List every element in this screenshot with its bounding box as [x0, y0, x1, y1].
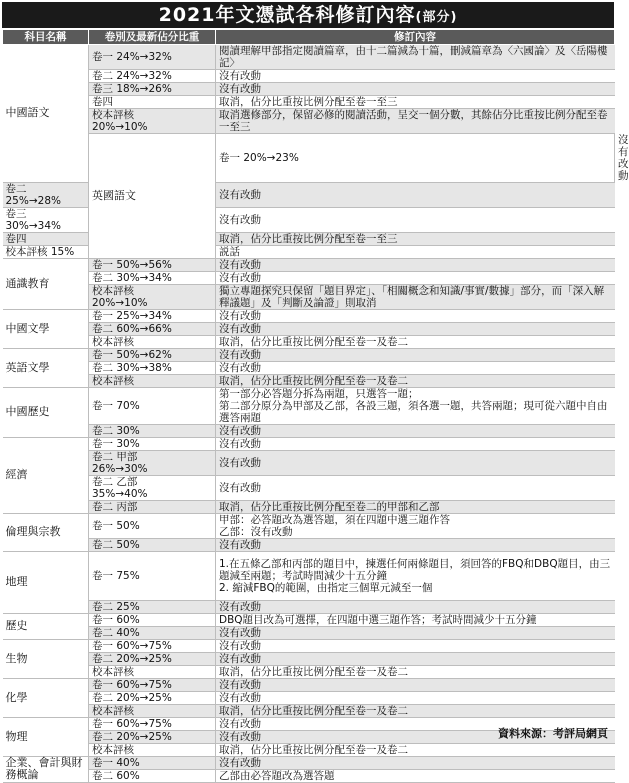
paper-cell: 卷二 30%→38% [89, 361, 216, 374]
content-cell: 沒有改動 [216, 348, 615, 361]
paper-cell: 卷二 25%→28% [3, 182, 89, 207]
paper-cell: 卷二 24%→32% [89, 70, 216, 83]
content-cell: 1.在五條乙部和丙部的題目中，揀選任何兩條題目，須回答的FBQ和DBQ題目，由三題減至兩題；考試時間減少十五分鐘 2. 縮減FBQ的範圍，由指定三個單元減至一個 [216, 551, 615, 600]
paper-cell: 卷二 20%→25% [89, 652, 216, 665]
paper-cell: 卷一 60%→75% [89, 717, 216, 730]
paper-cell: 卷一 60%→75% [89, 678, 216, 691]
paper-cell: 卷一 70% [89, 387, 216, 424]
table-row [3, 743, 615, 756]
content-cell: 沒有改動 [216, 691, 615, 704]
content-cell: 乙部由必答題改為選答題 [216, 769, 615, 782]
content-cell: 沒有改動 [216, 322, 615, 335]
content-cell: 説話 [216, 245, 615, 258]
paper-cell: 校本評核 [89, 704, 216, 717]
content-cell: 沒有改動 [216, 83, 615, 96]
table-row [3, 704, 615, 717]
subject-cell: 中國歷史 [3, 387, 89, 437]
content-cell: 沒有改動 [216, 207, 615, 232]
content-cell: 取消選修部分，保留必修的閱讀活動，呈交一個分數，其餘佔分比重按比例分配至卷一至三 [216, 109, 615, 134]
paper-cell: 卷一 50%→62% [89, 348, 216, 361]
content-cell: 取消，佔分比重按比例分配至卷一至三 [216, 96, 615, 109]
table-row [3, 450, 615, 475]
paper-cell: 校本評核 [89, 374, 216, 387]
subject-cell: 經濟 [3, 437, 89, 513]
table-row [3, 309, 615, 322]
content-cell: 取消，佔分比重按比例分配至卷一及卷二 [216, 665, 615, 678]
paper-cell: 卷二 丙部 [89, 500, 216, 513]
content-cell: 閱讀理解甲部指定閱讀篇章，由十二篇減為十篇，刪減篇章為〈六國論〉及〈岳陽樓記〉 [216, 45, 615, 70]
subject-cell: 中國文學 [3, 309, 89, 348]
table-row [3, 475, 615, 500]
table-row [3, 756, 615, 769]
table-row [3, 769, 615, 782]
table-row [3, 109, 615, 134]
table-row [3, 551, 615, 600]
subject-cell: 物理 [3, 717, 89, 756]
header-paper: 卷別及最新佔分比重 [89, 30, 216, 45]
content-cell: 沒有改動 [216, 271, 615, 284]
subject-cell: 企業、會計與財務概論 [3, 756, 89, 782]
content-cell: 沒有改動 [216, 538, 615, 551]
subject-cell: 倫理與宗教 [3, 513, 89, 551]
paper-cell: 卷三 30%→34% [3, 207, 89, 232]
content-cell: 沒有改動 [216, 309, 615, 322]
paper-cell: 卷四 [89, 96, 216, 109]
table-row [3, 424, 615, 437]
table-row [3, 652, 615, 665]
table-row [3, 96, 615, 109]
content-cell: 沒有改動 [216, 639, 615, 652]
content-cell: 獨立專題探究只保留「題目界定」、「相關概念和知識/事實/數據」部分，而「深入解釋議題」及「判斷及論證」則取消 [216, 284, 615, 309]
table-row [3, 513, 615, 538]
table-header-row [3, 30, 615, 45]
subject-cell: 中國語文 [3, 45, 89, 183]
paper-cell: 校本評核 [89, 335, 216, 348]
table-row [3, 691, 615, 704]
content-cell: 沒有改動 [216, 730, 615, 743]
table-row [3, 665, 615, 678]
paper-cell: 卷二 60%→66% [89, 322, 216, 335]
paper-cell: 卷三 18%→26% [89, 83, 216, 96]
content-cell: 沒有改動 [216, 70, 615, 83]
subject-cell: 生物 [3, 639, 89, 678]
revision-table [2, 29, 629, 783]
table-row [3, 613, 615, 626]
paper-cell: 校本評核 [89, 743, 216, 756]
content-cell: 沒有改動 [216, 717, 615, 730]
table-body [3, 45, 629, 783]
content-cell: 取消，佔分比重按比例分配至卷一及卷二 [216, 743, 615, 756]
table-row [3, 45, 615, 70]
table-row [3, 387, 615, 424]
table-row [3, 639, 615, 652]
table-row [3, 500, 615, 513]
content-cell: 取消，佔分比重按比例分配至卷一及卷二 [216, 704, 615, 717]
paper-cell: 卷二 20%→25% [89, 730, 216, 743]
content-cell: 沒有改動 [216, 600, 615, 613]
content-cell: 取消，佔分比重按比例分配至卷二的甲部和乙部 [216, 500, 615, 513]
header-content: 修訂內容 [216, 30, 615, 45]
paper-cell: 卷二 25% [89, 600, 216, 613]
content-cell: 沒有改動 [216, 756, 615, 769]
content-cell: 沒有改動 [216, 424, 615, 437]
paper-cell: 校本評核 15% [3, 245, 89, 258]
content-cell: DBQ題目改為可選擇，在四題中選三題作答；考試時間減少十五分鐘 [216, 613, 615, 626]
header-subject: 科目名稱 [3, 30, 89, 45]
paper-cell: 卷一 60% [89, 613, 216, 626]
table-row [3, 70, 615, 83]
table-row [3, 335, 615, 348]
paper-cell: 卷二 30%→34% [89, 271, 216, 284]
paper-cell: 卷一 30% [89, 437, 216, 450]
paper-cell: 卷二 60% [89, 769, 216, 782]
paper-cell: 卷一 25%→34% [89, 309, 216, 322]
paper-cell: 卷二 40% [89, 626, 216, 639]
content-cell: 取消，佔分比重按比例分配至卷一及卷二 [216, 374, 615, 387]
paper-cell: 卷二 20%→25% [89, 691, 216, 704]
content-cell: 沒有改動 [216, 361, 615, 374]
paper-cell: 卷一 50%→56% [89, 258, 216, 271]
table-row [3, 437, 615, 450]
content-cell: 沒有改動 [216, 475, 615, 500]
content-cell: 沒有改動 [216, 258, 615, 271]
paper-cell: 卷一 60%→75% [89, 639, 216, 652]
content-cell: 第一部分必答題分拆為兩題，只選答一題； 第二部分原分為甲部及乙部，各設三題，須各選一題，共答兩題；現可從六題中自由選答兩題 [216, 387, 615, 424]
table-row [3, 600, 615, 613]
title-text: 2021年文憑試各科修訂內容 [158, 4, 416, 26]
paper-cell: 校本評核 [89, 665, 216, 678]
paper-cell: 卷二 50% [89, 538, 216, 551]
content-cell: 沒有改動 [216, 678, 615, 691]
subject-cell: 英國語文 [89, 134, 216, 259]
paper-cell: 卷二 30% [89, 424, 216, 437]
paper-cell: 卷一 24%→32% [89, 45, 216, 70]
paper-cell: 卷一 50% [89, 513, 216, 538]
table-row [3, 374, 615, 387]
page-title [2, 2, 614, 28]
table-row [3, 626, 615, 639]
paper-cell: 卷二 乙部 35%→40% [89, 475, 216, 500]
subject-cell: 化學 [3, 678, 89, 717]
paper-cell: 卷二 甲部 26%→30% [89, 450, 216, 475]
title-suffix: (部分) [415, 10, 458, 25]
content-cell: 甲部：必答題改為選答題，須在四題中選三題作答 乙部：沒有改動 [216, 513, 615, 538]
table-row [3, 83, 615, 96]
table-row: 英國語文 卷一 20%→23% 沒有改動 [3, 134, 615, 183]
subject-cell: 通識教育 [3, 258, 89, 309]
content-cell: 取消，佔分比重按比例分配至卷一至三 [216, 232, 615, 245]
table-row [3, 538, 615, 551]
subject-cell: 地理 [3, 551, 89, 613]
table-row [3, 348, 615, 361]
subject-cell: 歷史 [3, 613, 89, 639]
content-cell: 沒有改動 [216, 450, 615, 475]
paper-cell: 校本評核 20%→10% [89, 109, 216, 134]
paper-cell: 卷一 20%→23% [216, 134, 615, 183]
paper-cell: 卷一 40% [89, 756, 216, 769]
source-note: 資料來源：考評局網頁 [498, 727, 608, 740]
table-row [3, 322, 615, 335]
content-cell: 沒有改動 [216, 182, 615, 207]
paper-cell: 卷一 75% [89, 551, 216, 600]
table-row [3, 361, 615, 374]
subject-cell: 英語文學 [3, 348, 89, 387]
table-row [3, 271, 615, 284]
table-row [3, 284, 615, 309]
content-cell: 沒有改動 [216, 437, 615, 450]
content-cell: 沒有改動 [216, 652, 615, 665]
paper-cell: 校本評核 20%→10% [89, 284, 216, 309]
content-cell: 沒有改動 [216, 626, 615, 639]
table-row [3, 678, 615, 691]
paper-cell: 卷四 [3, 232, 89, 245]
content-cell: 取消，佔分比重按比例分配至卷一及卷二 [216, 335, 615, 348]
table-row [3, 258, 615, 271]
